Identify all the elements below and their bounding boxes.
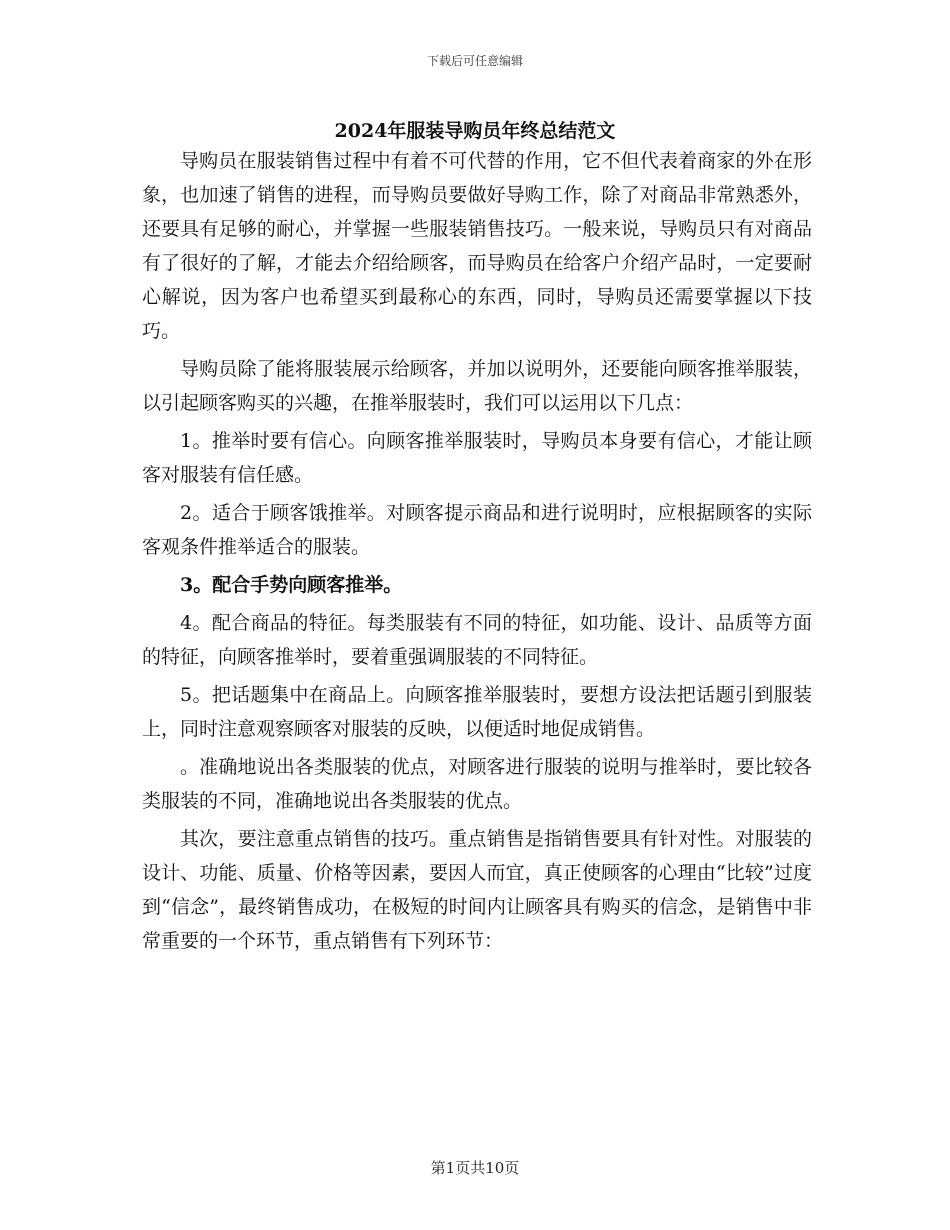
- paragraph-point-6: 。准确地说出各类服装的优点，对顾客进行服装的说明与推举时，要比较各类服装的不同，准确地说出各类服装的优点。: [142, 756, 812, 812]
- paragraph-point-4: 4。配合商品的特征。每类服装有不同的特征，如功能、设计、品质等方面的特征，向顾客推举时，要着重强调服装的不同特征。: [142, 612, 812, 668]
- paragraph-point-3: 3。配合手势向顾客推举。: [180, 574, 403, 596]
- document-title: 2024年服装导购员年终总结范文: [334, 120, 616, 142]
- paragraph-point-1: 1。推举时要有信心。向顾客推举服装时，导购员本身要有信心，才能让顾客对服装有信任感。: [142, 430, 812, 486]
- page-header-note: 下载后可任意编辑: [426, 54, 523, 68]
- paragraph-recommend-overview: 导购员除了能将服装展示给顾客，并加以说明外，还要能向顾客推举服装，以引起顾客购买的兴趣，在推举服装时，我们可以运用以下几点：: [142, 358, 812, 414]
- page-number: 第1页共10页: [430, 1159, 520, 1177]
- paragraph-point-5: 5。把话题集中在商品上。向顾客推举服装时，要想方设法把话题引到服装上，同时注意观察顾客对服装的反映，以便适时地促成销售。: [142, 684, 812, 740]
- paragraph-intro: 导购员在服装销售过程中有着不可代替的作用，它不但代表着商家的外在形象，也加速了销售的进程，而导购员要做好导购工作，除了对商品非常熟悉外，还要具有足够的耐心，并掌握一些服装销售技巧。一般来说，导购员只有对商品有了很好的了解，才能去介绍给顾客，而导购员在给客户介绍产品时，一定要耐心解说，因为客户也希望买到最称心的东西，同时，导购员还需要掌握以下技巧。: [142, 150, 812, 342]
- paragraph-key-selling: 其次，要注意重点销售的技巧。重点销售是指销售要具有针对性。对服装的设计、功能、质量、价格等因素，要因人而宜，真正使顾客的心理由“比较”过度到“信念”，最终销售成功，在极短的时间内让顾客具有购买的信念，是销售中非常重要的一个环节，重点销售有下列环节：: [142, 828, 812, 952]
- document-body: [142, 144, 812, 962]
- paragraph-point-2: 2。适合于顾客饿推举。对顾客提示商品和进行说明时，应根据顾客的实际客观条件推举适合的服装。: [142, 502, 812, 558]
